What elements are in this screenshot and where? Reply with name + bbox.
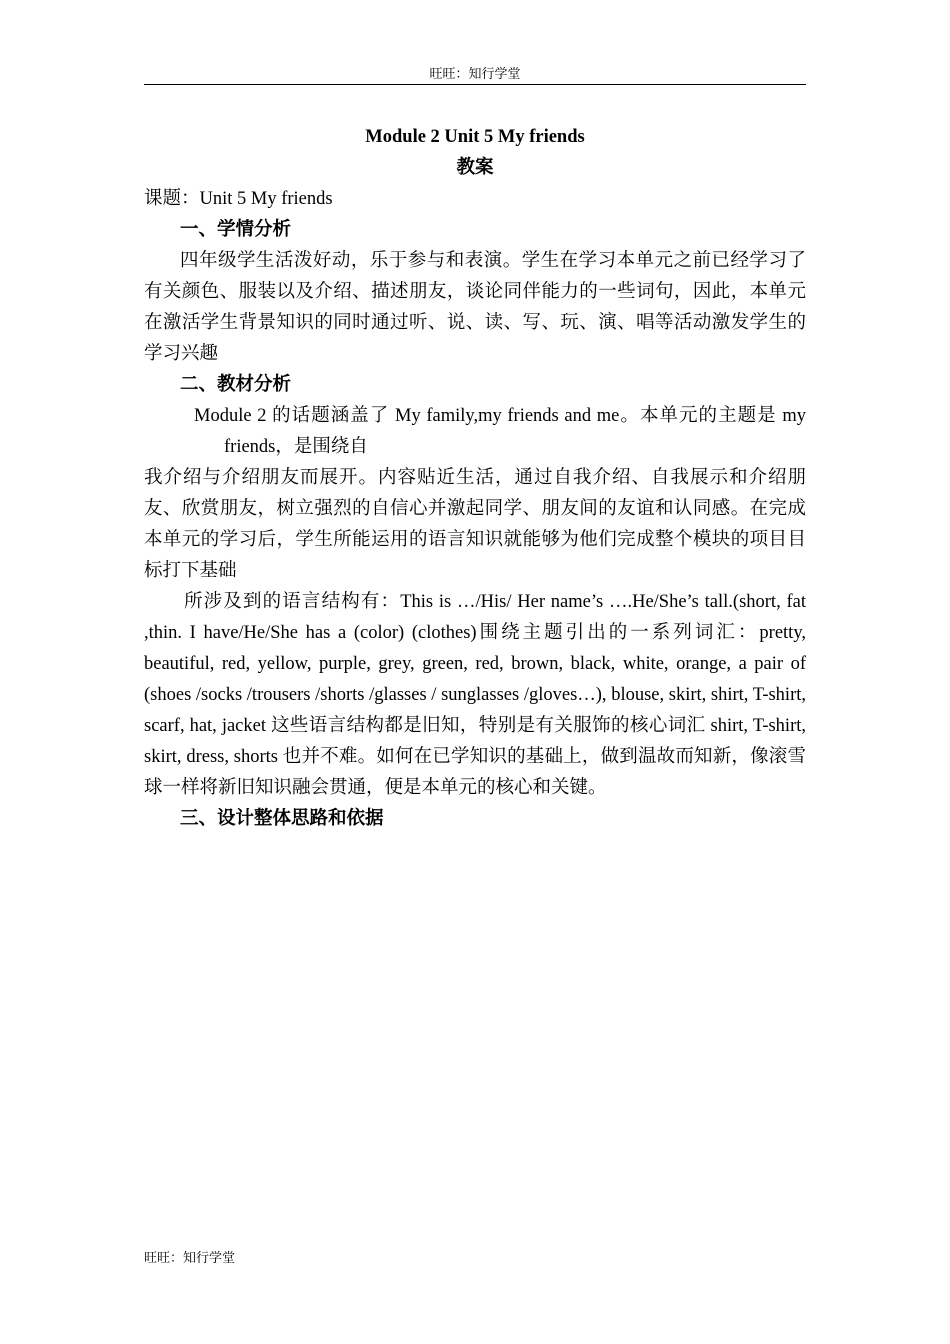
material-analysis-paragraph-b: 我介绍与介绍朋友而展开。内容贴近生活，通过自我介绍、自我展示和介绍朋友、欣赏朋友，树立强烈的自信心并激起同学、朋友间的友谊和认同感。在完成本单元的学习后，学生所能运用的语言知识就能够为他们完成整个模块的项目目标打下基础 — [144, 468, 806, 581]
document-subtitle: 教案 — [456, 158, 494, 178]
material-analysis-paragraph-a: Module 2 的话题涵盖了 My family,my friends and me。本单元的主题是 my friends，是围绕自 — [194, 406, 806, 457]
document-body — [144, 122, 806, 835]
page-header: 旺旺：知行学堂 — [144, 64, 806, 85]
document-title: Module 2 Unit 5 My friends — [365, 127, 585, 147]
language-structure-paragraph: 所涉及到的语言结构有：This is …/His/ Her name’s ….He/She’s tall.(short, fat ,thin. I have/He/She has a (color) (clothes)围绕主题引出的一系列词汇：pretty, beautiful, red, yellow, purple, grey, green, red, brown, black, white, orange, a pair of (shoes /socks /trousers /shorts /glasses / sunglasses /gloves…), blouse, skirt, shirt, T-shirt, scarf, hat, jacket 这些语言结构都是旧知，特别是有关服饰的核心词汇 shirt, T-shirt, skirt, dress, shorts 也并不难。如何在已学知识的基础上，做到温故而知新，像滚雪球一样将新旧知识融会贯通，便是本单元的核心和关键。 — [144, 592, 806, 798]
section-heading-material-analysis: 二、教材分析 — [180, 375, 292, 395]
learner-analysis-paragraph: 四年级学生活泼好动，乐于参与和表演。学生在学习本单元之前已经学习了有关颜色、服装以及介绍、描述朋友，谈论同伴能力的一些词句，因此，本单元在激活学生背景知识的同时通过听、说、读、写、玩、演、唱等活动激发学生的学习兴趣 — [144, 251, 806, 364]
page-footer: 旺旺：知行学堂 — [144, 1250, 236, 1265]
section-heading-learner-analysis: 一、学情分析 — [180, 220, 292, 240]
section-heading-design-idea: 三、设计整体思路和依据 — [180, 809, 384, 829]
topic-line: 课题：Unit 5 My friends — [144, 189, 333, 209]
